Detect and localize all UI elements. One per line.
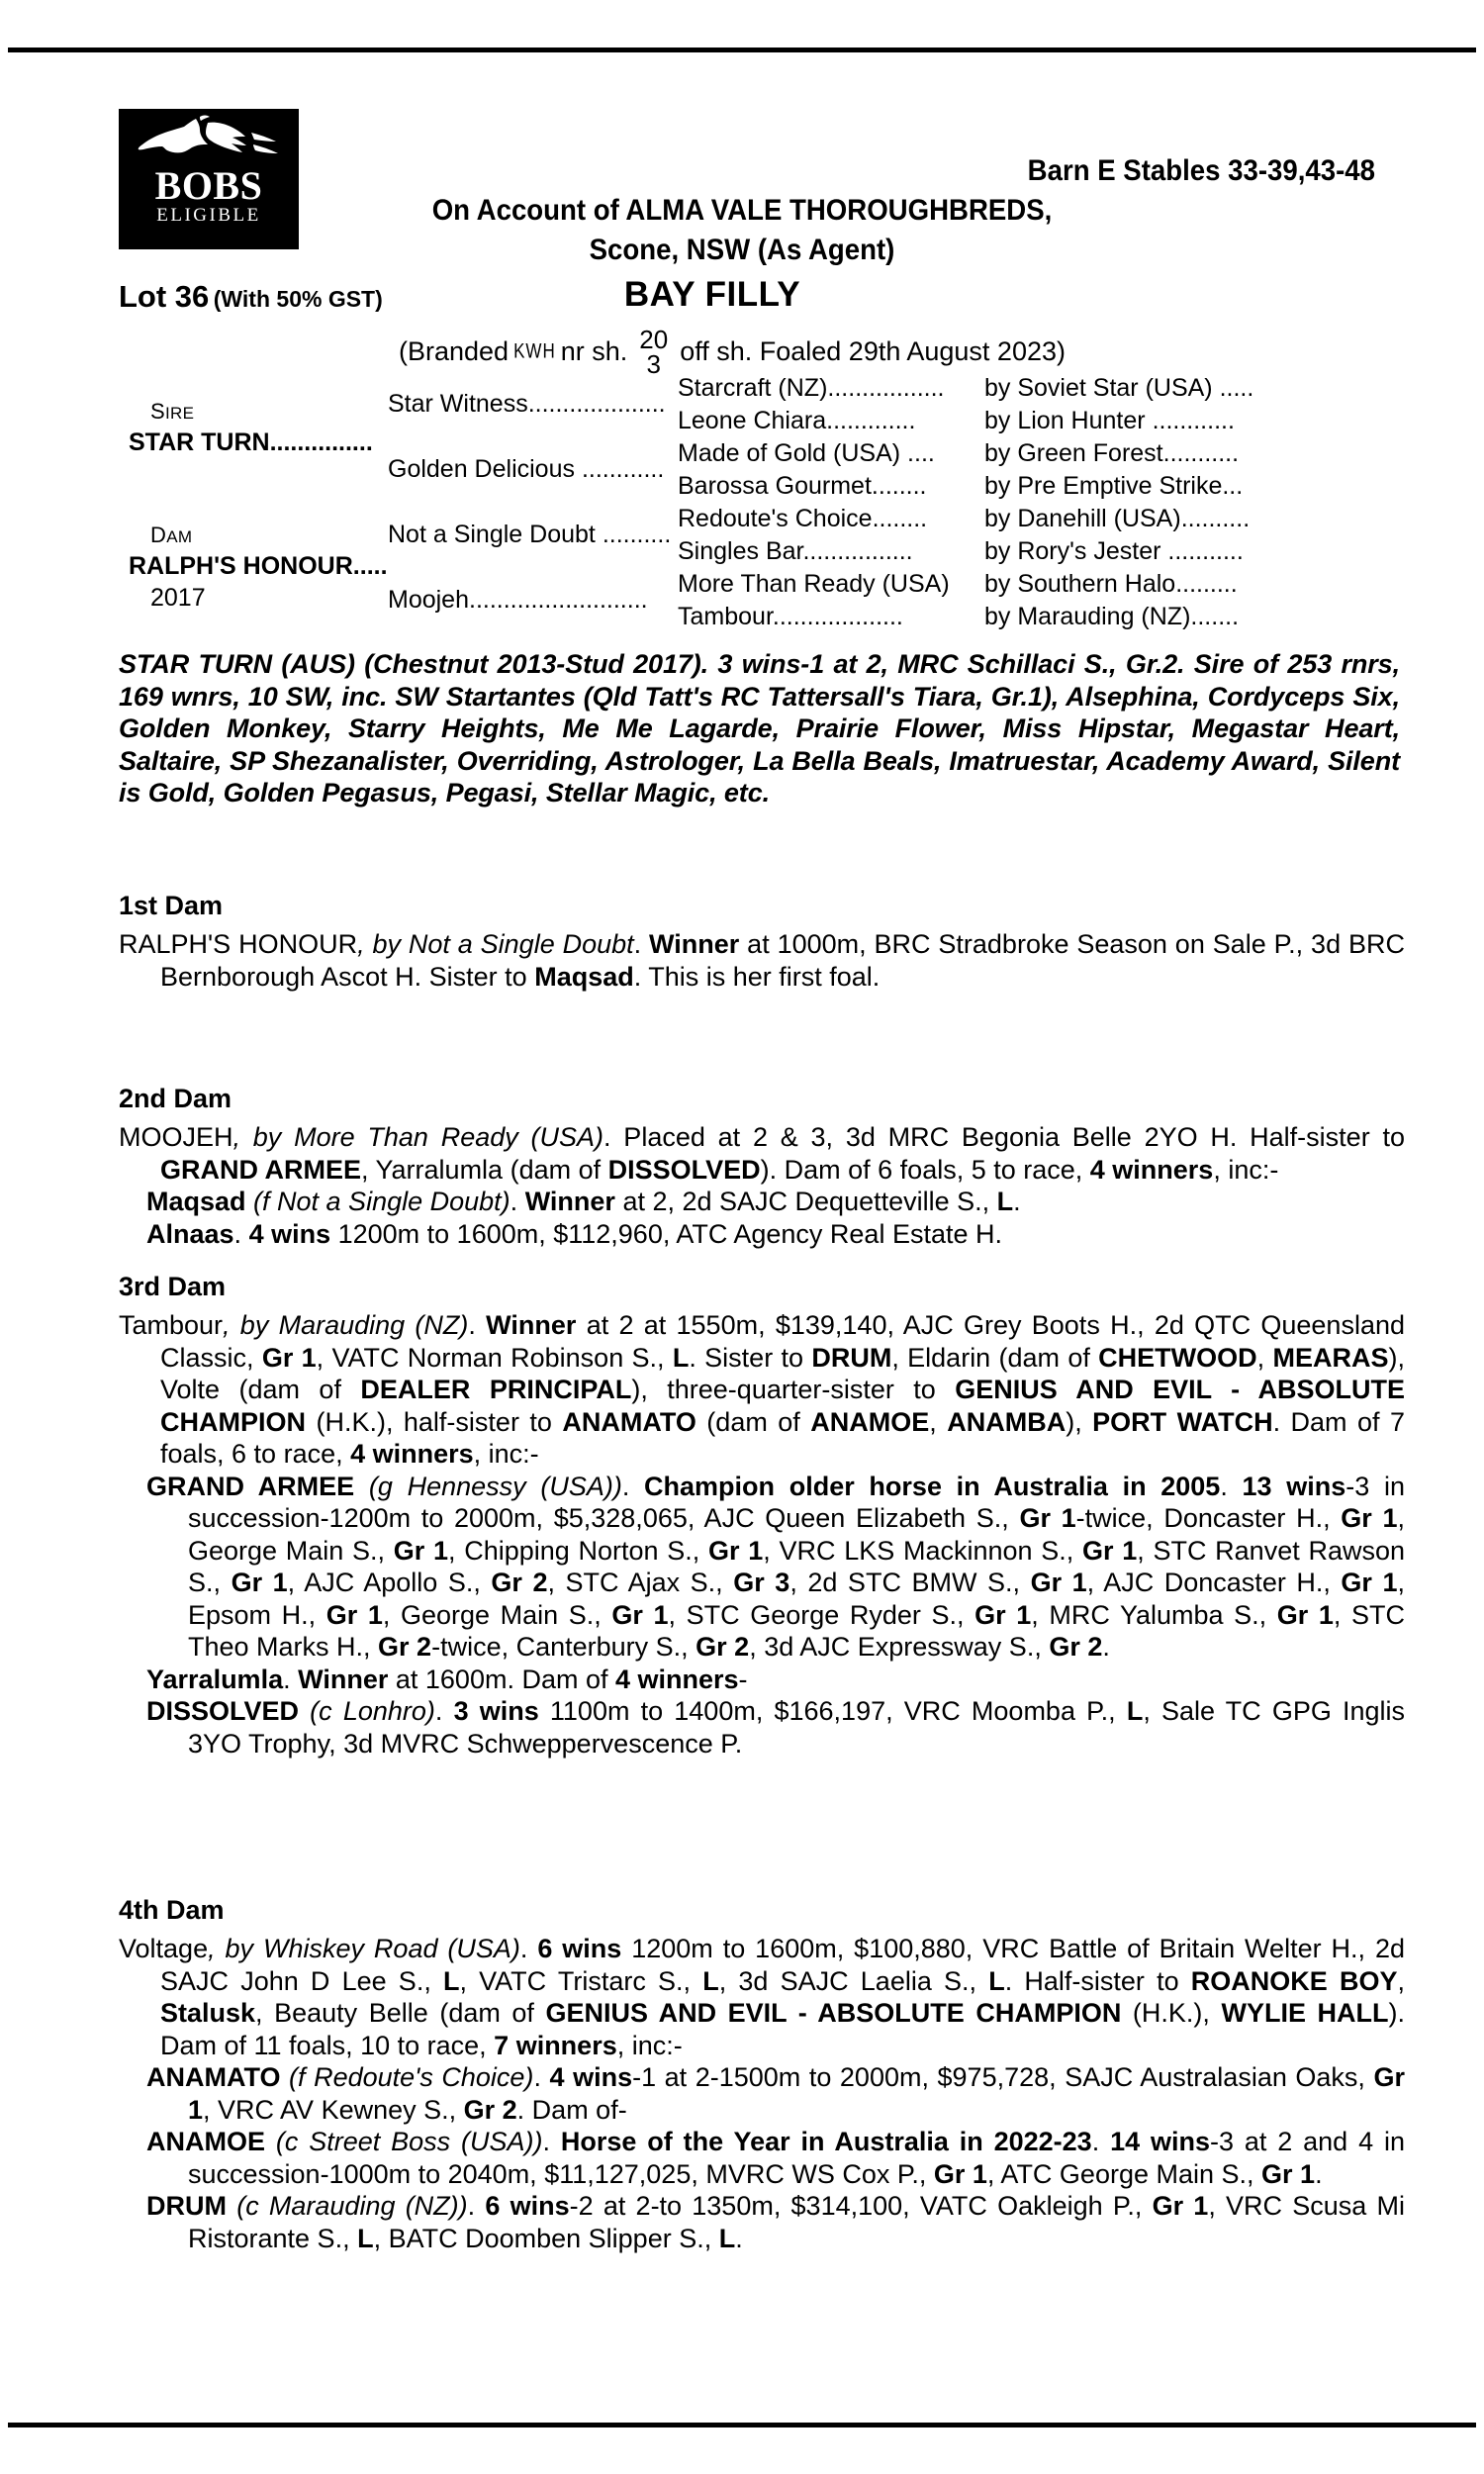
dam-paragraph bbox=[119, 928, 1405, 993]
account-line-1: On Account of ALMA VALE THOROUGHBREDS, bbox=[431, 194, 1053, 227]
pedigree-gen4-cell: by Danehill (USA).......... bbox=[984, 505, 1251, 532]
sire-summary-paragraph: STAR TURN (AUS) (Chestnut 2013-Stud 2017). 3 wins-1 at 2, MRC Schillaci S., Gr.2. Sire of 253 rnrs, 169 wnrs, 10 SW, inc. SW Startantes (Qld Tatt's RC Tattersall's Tiara, Gr.1), Alsephina, Cordyceps Six, Golden Monkey, Starry Heights, Me Me Lagarde, Prairie Flower, Miss Hipstar, Megastar Heart, Saltaire, SP Shezanalister, Overriding, Astrologer, La Bella Beals, Imatruestar, Academy Award, Silent is Gold, Golden Pegasus, Pegasi, Stellar Magic, etc. bbox=[119, 649, 1400, 809]
pedigree-gen4-cell: by Rory's Jester ........... bbox=[984, 537, 1244, 565]
pedigree-gen2-cell: Moojeh.......................... bbox=[388, 586, 648, 614]
pedigree-gen4-cell: by Marauding (NZ)....... bbox=[984, 603, 1240, 630]
top-rule bbox=[8, 48, 1476, 52]
sire-label-smallcaps: IRE bbox=[164, 404, 195, 423]
pedigree-entry: MOOJEH, by More Than Ready (USA). Placed at 2 & 3, 3d MRC Begonia Belle 2YO H. Half-sister to GRAND ARMEE, Yarralumla (dam of DISSOLVED). Dam of 6 foals, 5 to race, 4 winners, inc:- bbox=[119, 1122, 1405, 1185]
brand-number-top: 20 bbox=[639, 325, 669, 354]
pedigree-gen3-cell: Singles Bar................ bbox=[678, 537, 913, 565]
dam-name: RALPH'S HONOUR..... bbox=[129, 552, 388, 580]
pedigree-gen3-cell: Leone Chiara............. bbox=[678, 407, 916, 434]
pedigree-gen4-cell: by Soviet Star (USA) ..... bbox=[984, 374, 1254, 402]
dam-year: 2017 bbox=[150, 584, 206, 612]
pedigree-gen4-cell: by Lion Hunter ............ bbox=[984, 407, 1235, 434]
pedigree-entry: Maqsad (f Not a Single Doubt). Winner at 2, 2d SAJC Dequetteville S., L. bbox=[146, 1187, 1021, 1217]
branding-line bbox=[0, 325, 1464, 380]
barn-stables-line: Barn E Stables 33-39,43-48 bbox=[1027, 154, 1375, 187]
brand-number-stack bbox=[639, 325, 669, 380]
pedigree-gen4-cell: by Green Forest........... bbox=[984, 439, 1240, 467]
pedigree-entry: Voltage, by Whiskey Road (USA). 6 wins 1200m to 1600m, $100,880, VRC Battle of Britain Welter H., 2d SAJC John D Lee S., L, VATC Tristarc S., L, 3d SAJC Laelia S., L. Half-sister to ROANOKE BOY, Stalusk, Beauty Belle (dam of GENIUS AND EVIL - ABSOLUTE CHAMPION (H.K.), WYLIE HALL). Dam of 11 foals, 10 to race, 7 winners, inc:- bbox=[119, 1934, 1406, 2060]
pedigree-gen3-cell: Starcraft (NZ)................. bbox=[678, 374, 945, 402]
dam-paragraph bbox=[119, 1309, 1405, 1760]
logo-subtext: ELIGIBLE bbox=[156, 205, 261, 226]
brand-prefix: (Branded bbox=[399, 335, 510, 366]
brand-near-side: nr sh. bbox=[560, 335, 628, 366]
pedigree-entry: DRUM (c Marauding (NZ)). 6 wins-2 at 2-to 1350m, $314,100, VATC Oakleigh P., Gr 1, VRC Scusa Mi Ristorante S., L, BATC Doomben Slipper S., L. bbox=[146, 2191, 1405, 2253]
pedigree-table bbox=[119, 374, 1435, 630]
dam-heading: 1st Dam bbox=[119, 891, 224, 920]
sire-name: STAR TURN............... bbox=[129, 428, 373, 456]
pedigree-gen3-cell: Barossa Gourmet........ bbox=[678, 472, 927, 500]
pedigree-gen4-cell: by Pre Emptive Strike... bbox=[984, 472, 1244, 500]
dam-heading: 2nd Dam bbox=[119, 1084, 232, 1113]
pedigree-entry: ANAMOE (c Street Boss (USA)). Horse of the Year in Australia in 2022-23. 14 wins-3 at 2 and 4 in succession-1000m to 2040m, $11,127,025, MVRC WS Cox P., Gr 1, ATC George Main S., Gr 1. bbox=[146, 2127, 1405, 2189]
dam-paragraph bbox=[119, 1121, 1405, 1250]
pedigree-entry: Alnaas. 4 wins 1200m to 1600m, $112,960, ATC Agency Real Estate H. bbox=[146, 1218, 1002, 1249]
bottom-rule bbox=[8, 2423, 1476, 2427]
pedigree-gen4-cell: by Southern Halo......... bbox=[984, 570, 1238, 598]
pedigree-entry: ANAMATO (f Redoute's Choice). 4 wins-1 at 2-1500m to 2000m, $975,728, SAJC Australasian Oaks, Gr 1, VRC AV Kewney S., Gr 2. Dam of- bbox=[146, 2062, 1405, 2125]
pedigree-gen2-cell: Golden Delicious ............ bbox=[388, 455, 665, 483]
account-line-2: Scone, NSW (As Agent) bbox=[589, 234, 895, 266]
logo-wordmark: BOBS bbox=[154, 163, 263, 208]
brand-off-side-and-foaled: off sh. Foaled 29th August 2023) bbox=[680, 335, 1066, 366]
dam-paragraph bbox=[119, 1933, 1405, 2254]
pedigree-gen2-cell: Not a Single Doubt .......... bbox=[388, 521, 672, 548]
pedigree-gen3-cell: Made of Gold (USA) .... bbox=[678, 439, 935, 467]
pedigree-entry: Tambour, by Marauding (NZ). Winner at 2 at 1550m, $139,140, AJC Grey Boots H., 2d QTC Queensland Classic, Gr 1, VATC Norman Robinson S., L. Sister to DRUM, Eldarin (dam of CHETWOOD, MEARAS), Volte (dam of DEALER PRINCIPAL), three-quarter-sister to GENIUS AND EVIL - ABSOLUTE CHAMPION (H.K.), half-sister to ANAMATO (dam of ANAMOE, ANAMBA), PORT WATCH. Dam of 7 foals, 6 to race, 4 winners, inc:- bbox=[119, 1310, 1406, 1470]
sire-label: SIRE bbox=[150, 399, 195, 424]
pedigree-gen3-cell: Tambour................... bbox=[678, 603, 903, 630]
dam-label: DAM bbox=[150, 523, 193, 547]
dam-heading: 3rd Dam bbox=[119, 1272, 227, 1301]
pedigree-entry: RALPH'S HONOUR, by Not a Single Doubt. Winner at 1000m, BRC Stradbroke Season on Sale P., 3d BRC Bernborough Ascot H. Sister to Maqsad. This is her first foal. bbox=[119, 929, 1405, 992]
pedigree-gen2-cell: Star Witness.................... bbox=[388, 390, 666, 418]
lot-number: Lot 36 bbox=[119, 279, 210, 314]
pedigree-entry: DISSOLVED (c Lonhro). 3 wins 1100m to 1400m, $166,197, VRC Moomba P., L, Sale TC GPG Inglis 3YO Trophy, 3d MVRC Schweppervescence P. bbox=[146, 1696, 1406, 1759]
brand-mark-glyphs: KWH bbox=[513, 338, 556, 363]
dam-label-smallcaps: AM bbox=[166, 527, 193, 546]
brand-number-bottom: 3 bbox=[646, 349, 661, 380]
dam-heading: 4th Dam bbox=[119, 1895, 225, 1925]
pedigree-gen3-cell: More Than Ready (USA) bbox=[678, 570, 950, 598]
pedigree-entry: Yarralumla. Winner at 1600m. Dam of 4 winners- bbox=[146, 1664, 748, 1694]
horse-sex-colour: BAY FILLY bbox=[623, 275, 801, 314]
pedigree-entry: GRAND ARMEE (g Hennessy (USA)). Champion older horse in Australia in 2005. 13 wins-3 in succession-1200m to 2000m, $5,328,065, AJC Queen Elizabeth S., Gr 1-twice, Doncaster H., Gr 1, George Main S., Gr 1, Chipping Norton S., Gr 1, VRC LKS Mackinnon S., Gr 1, STC Ranvet Rawson S., Gr 1, AJC Apollo S., Gr 2, STC Ajax S., Gr 3, 2d STC BMW S., Gr 1, AJC Doncaster H., Gr 1, Epsom H., Gr 1, George Main S., Gr 1, STC George Ryder S., Gr 1, MRC Yalumba S., Gr 1, STC Theo Marks H., Gr 2-twice, Canterbury S., Gr 2, 3d AJC Expressway S., Gr 2. bbox=[146, 1471, 1406, 1663]
lot-gst-note: (With 50% GST) bbox=[213, 286, 383, 312]
pedigree-gen3-cell: Redoute's Choice........ bbox=[678, 505, 928, 532]
